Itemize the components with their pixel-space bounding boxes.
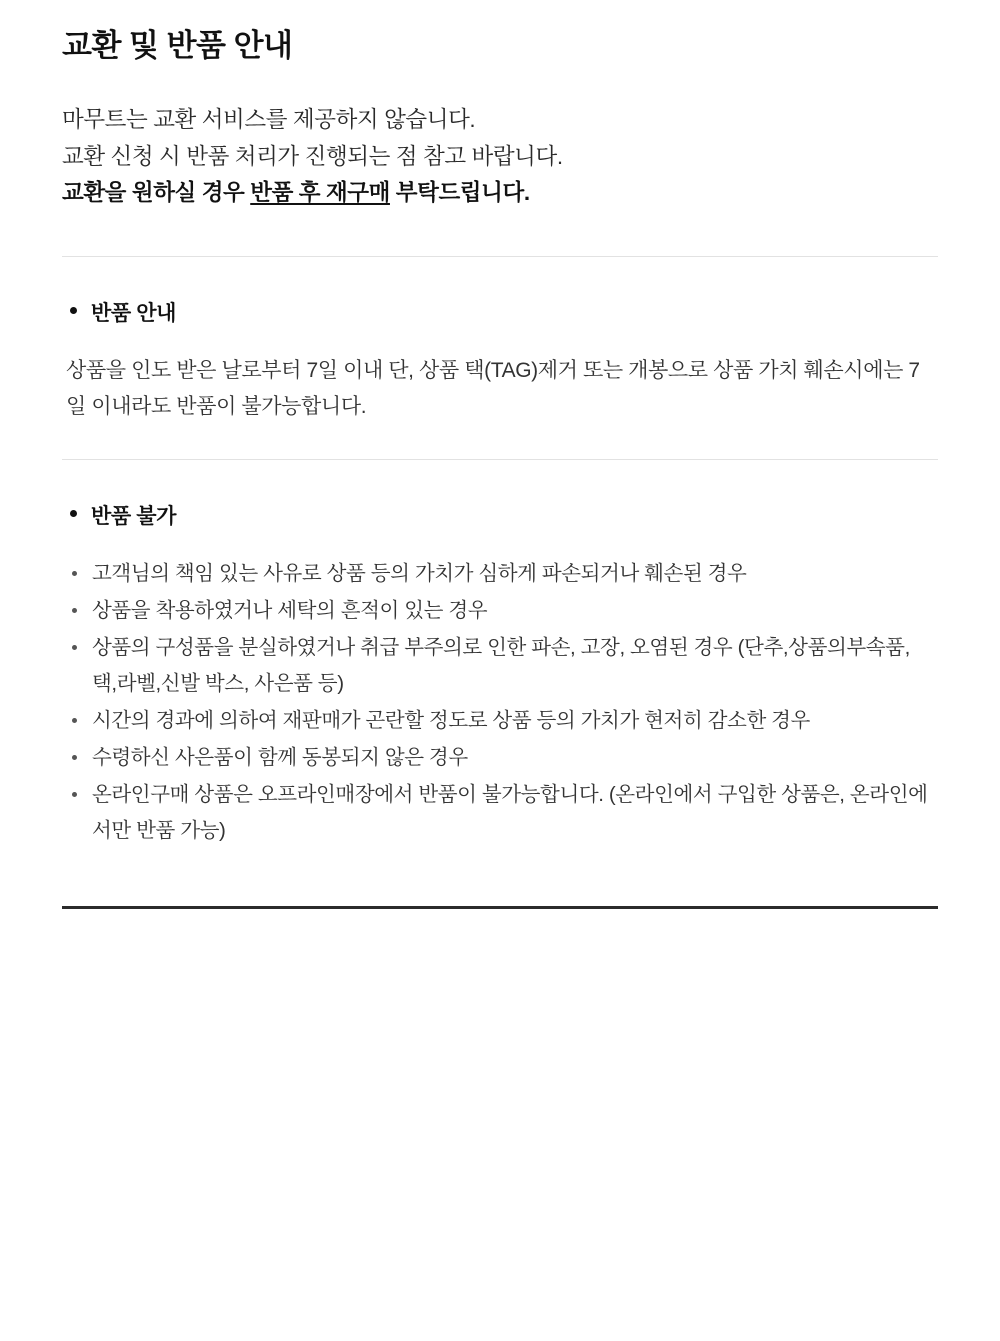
list-item: 온라인구매 상품은 오프라인매장에서 반품이 불가능합니다. (온라인에서 구입한 상품은, 온라인에서만 반품 가능): [66, 777, 938, 848]
return-not-allowed-list: [62, 556, 938, 848]
intro-line-3-prefix: 교환을 원하실 경우: [62, 180, 251, 206]
section-return-guide: [62, 297, 938, 425]
divider-middle: [62, 459, 938, 460]
list-item: 시간의 경과에 의하여 재판매가 곤란할 정도로 상품 등의 가치가 현저히 감소한 경우: [66, 703, 938, 738]
intro-line-2: 교환 신청 시 반품 처리가 진행되는 점 참고 바랍니다.: [62, 143, 563, 169]
section-return-guide-heading-label: 반품 안내: [91, 301, 176, 325]
bullet-dot-icon: [70, 307, 77, 314]
list-item: 상품을 착용하였거나 세탁의 흔적이 있는 경우: [66, 593, 938, 628]
list-item: 고객님의 책임 있는 사유로 상품 등의 가치가 심하게 파손되거나 훼손된 경우: [66, 556, 938, 591]
bottom-spacer: [62, 909, 938, 979]
section-return-guide-body: 상품을 인도 받은 날로부터 7일 이내 단, 상품 택(TAG)제거 또는 개봉으로 상품 가치 훼손시에는 7일 이내라도 반품이 불가능합니다.: [66, 358, 920, 418]
section-return-guide-heading: [62, 297, 938, 327]
intro-paragraph: [62, 102, 938, 211]
divider-top: [62, 256, 938, 257]
section-return-not-allowed-heading-label: 반품 불가: [91, 504, 176, 528]
intro-line-1: 마무트는 교환 서비스를 제공하지 않습니다.: [62, 107, 476, 133]
intro-line-3-highlight: 반품 후 재구매: [250, 180, 390, 206]
intro-line-3: [62, 175, 938, 211]
bullet-dot-icon: [70, 510, 77, 517]
list-item: 상품의 구성품을 분실하였거나 취급 부주의로 인한 파손, 고장, 오염된 경우 (단추,상품의부속품, 택,라벨,신발 박스, 사은품 등): [66, 630, 938, 701]
section-return-not-allowed: [62, 500, 938, 848]
list-item: 수령하신 사은품이 함께 동봉되지 않은 경우: [66, 740, 938, 775]
intro-line-3-suffix: 부탁드립니다.: [389, 180, 530, 206]
section-return-not-allowed-heading: [62, 500, 938, 530]
page-title: 교환 및 반품 안내: [62, 28, 293, 63]
